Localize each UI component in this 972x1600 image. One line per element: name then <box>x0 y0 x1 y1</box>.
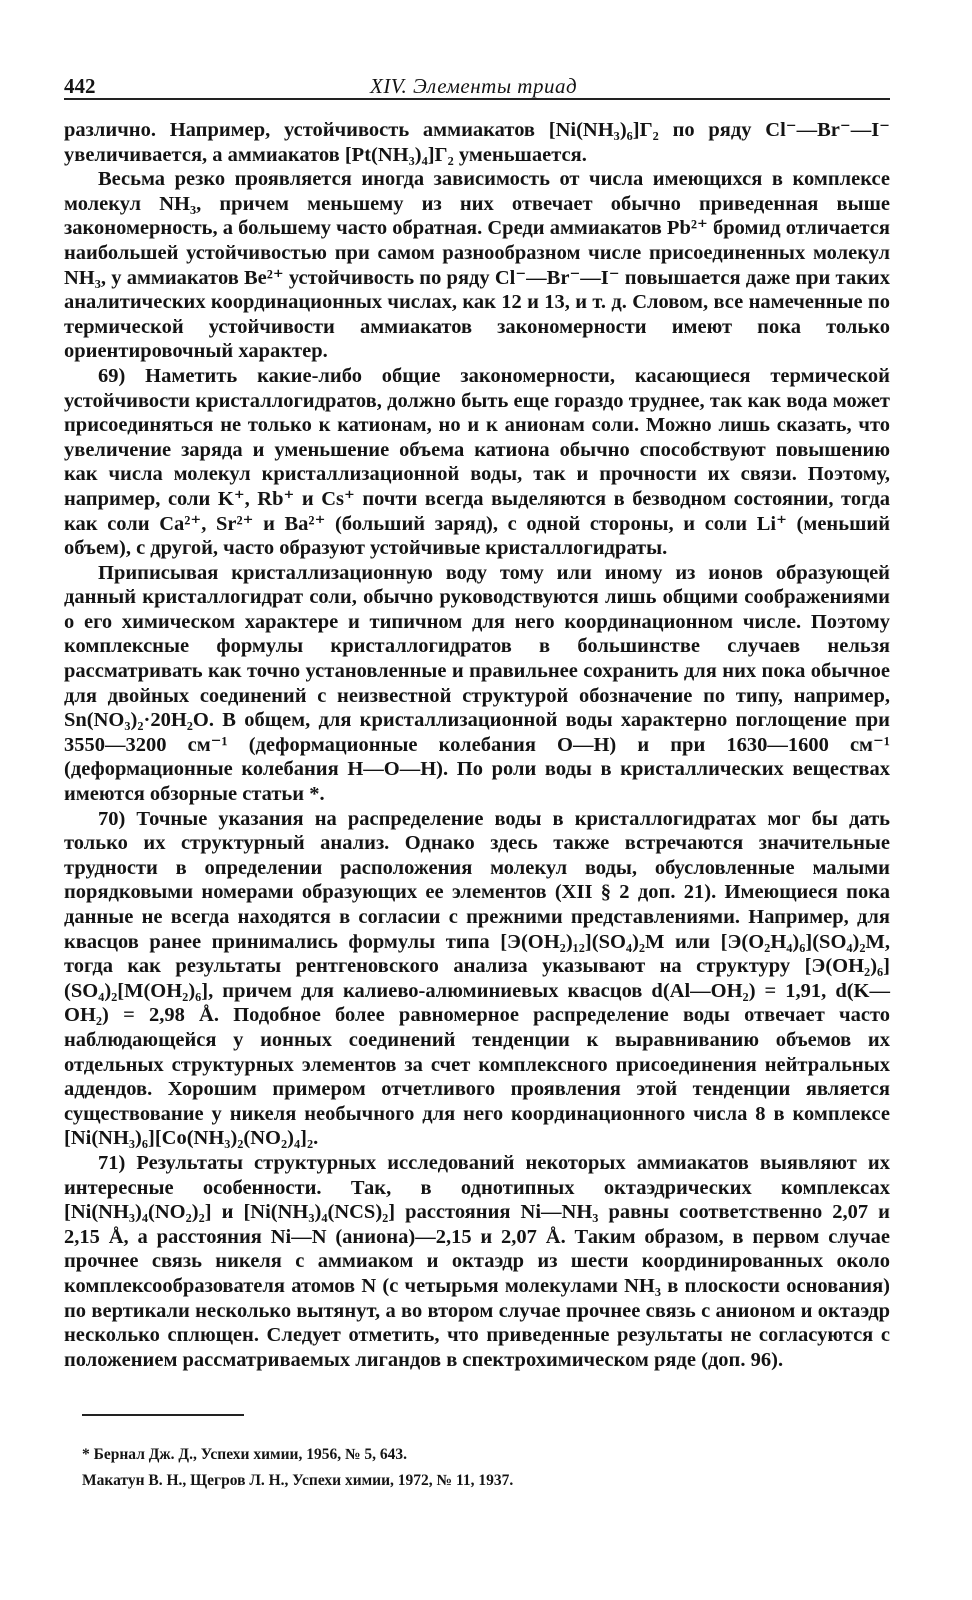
paragraph-note-69: 69) Наметить какие-либо общие закономерности, касающиеся термической устойчивости кристаллогидратов, должно быть еще гораздо труднее, так как вода может присоединяться не только к катионам, но и к анионам соли. Можно лишь сказать, что увеличение заряда и уменьшение объема катиона обычно способствуют повышению как числа молекул кристаллизационной воды, так и прочности их связи. Поэтому, например, соли K⁺, Rb⁺ и Cs⁺ почти всегда выделяются в безводном состоянии, тогда как соли Ca²⁺, Sr²⁺ и Ba²⁺ (больший заряд), с одной стороны, и соли Li⁺ (меньший объем), с другой, часто образуют устойчивые кристаллогидраты. <box>64 364 890 560</box>
header-rule <box>64 98 890 100</box>
running-title: XIV. Элементы триад <box>370 74 578 98</box>
footnote-1: * Бернал Дж. Д., Успехи химии, 1956, № 5, 643. <box>82 1446 408 1463</box>
footnote-2: Макатун В. Н., Щегров Л. Н., Успехи химии, 1972, № 11, 1937. <box>82 1472 514 1489</box>
paragraph-note-70: 70) Точные указания на распределение воды в кристаллогидратах мог бы дать только их структурный анализ. Однако здесь также встречаются значительные трудности в определении расположения молекул воды, обусловленные малыми порядковыми номерами образующих ее элементов (XII § 2 доп. 21). Имеющиеся пока данные не всегда находятся в согласии с прежними представлениями. Например, для квасцов ранее принимались формулы типа [Э(OH₂)₁₂](SO₄)₂M или [Э(O₂H₄)₆](SO₄)₂M, тогда как результаты рентгеновского анализа указывают на структуру [Э(OH₂)₆](SO₄)₂[M(OH₂)₆], причем для калиево-алюминиевых квасцов d(Al—OH₂) = 1,91, d(K—OH₂) = 2,98 Å. Подобное более равномерное распределение воды отвечает часто наблюдающейся у ионных соединений тенденции к выравниванию объемов их отдельных структурных элементов за счет комплексного присоединения нейтральных аддендов. Хорошим примером отчетливого проявления этой тенденции является существование у никеля необычного для него координационного числа 8 в комплексе [Ni(NH₃)₆][Co(NH₃)₂(NO₂)₄]₂. <box>64 807 890 1150</box>
page-number: 442 <box>64 74 96 98</box>
paragraph-ammiakaty: Весьма резко проявляется иногда зависимость от числа имеющихся в комплексе молекул NH₃, причем меньшему из них отвечает обычно приведенная выше закономерность, а большему часто обратная. Среди аммиакатов Pb²⁺ бромид отличается наибольшей устойчивостью при самом разнообразном числе присоединенных молекул NH₃, у аммиакатов Be²⁺ устойчивость по ряду Cl⁻—Br⁻—I⁻ повышается даже при таких аналитических координационных числах, как 12 и 13, и т. д. Словом, все намеченные по термической устойчивости аммиакатов закономерности имеют пока только ориентировочный характер. <box>64 168 890 363</box>
footnotes <box>82 1442 782 1494</box>
main-text <box>64 118 890 1372</box>
footnote-rule <box>82 1414 244 1416</box>
page-header <box>64 66 890 96</box>
paragraph-note-71: 71) Результаты структурных исследований некоторых аммиакатов выявляют их интересные особенности. Так, в однотипных октаэдрических комплексах [Ni(NH₃)₄(NO₂)₂] и [Ni(NH₃)₄(NCS)₂] расстояния Ni—NH₃ равны соответственно 2,07 и 2,15 Å, а расстояния Ni—N (аниона)—2,15 и 2,07 Å. Таким образом, в первом случае прочнее связь никеля с аммиаком и октаэдр из шести координированных около комплексообразователя атомов N (с четырьмя молекулами NH₃ в плоскости основания) по вертикали несколько вытянут, а во втором случае прочнее связь с анионом и октаэдр несколько сплющен. Следует отметить, что приведенные результаты не согласуются с положением рассматриваемых лигандов в спектрохимическом ряде (доп. 96). <box>64 1151 890 1371</box>
paragraph-crystallization-water: Приписывая кристаллизационную воду тому или иному из ионов образующей данный кристаллогидрат соли, обычно руководствуются лишь общими соображениями о его химическом характере и типичном для него координационном числе. Поэтому комплексные формулы кристаллогидратов в большинстве случаев нельзя рассматривать как точно установленные и правильнее сохранить для них пока обычное для двойных соединений с неизвестной структурой обозначение по типу, например, Sn(NO₃)₂·20H₂O. В общем, для кристаллизационной воды характерно поглощение при 3550—3200 см⁻¹ (деформационные колебания O—H) и при 1630—1600 см⁻¹ (деформационные колебания H—O—H). По роли воды в кристаллических веществах имеются обзорные статьи *. <box>64 561 890 806</box>
paragraph-continuation: различно. Например, устойчивость аммиакатов [Ni(NH₃)₆]Г₂ по ряду Cl⁻—Br⁻—I⁻ увеличивается, а аммиакатов [Pt(NH₃)₄]Г₂ уменьшается. <box>64 119 890 166</box>
